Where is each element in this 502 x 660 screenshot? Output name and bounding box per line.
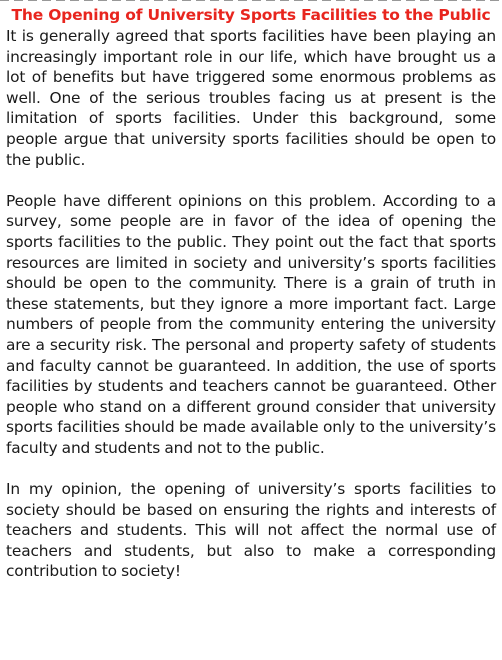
paragraph-conclusion: In my opinion, the opening of university’s sports facilities to society should be based on ensuring the rights and interests of teachers and students. This will not affect the normal use of teachers and students, but also to make a corresponding contribution to society! bbox=[6, 480, 496, 581]
cropped-previous-line bbox=[0, 0, 502, 4]
paragraph-body: People have different opinions on this problem. According to a survey, some people are in favor of the idea of opening the sports facilities to the public. They point out the fact that sports resources are limited in society and university’s sports facilities should be open to the community. There is a grain of truth in these statements, but they ignore a more important fact. Large numbers of people from the community entering the university are a security risk. The personal and property safety of students and faculty cannot be guaranteed. In addition, the use of sports facilities by students and teachers cannot be guaranteed. Other people who stand on a different ground consider that university sports facilities should be made available only to the university’s faculty and students and not to the public. bbox=[6, 191, 496, 457]
essay-title: The Opening of University Sports Facilities to the Public bbox=[11, 6, 491, 24]
paragraph-introduction: It is generally agreed that sports facilities have been playing an increasingly important role in our life, which have brought us a lot of benefits but have triggered some enormous problems as well. One of the serious troubles facing us at present is the limitation of sports facilities. Under this background, some people argue that university sports facilities should be open to the public. bbox=[6, 27, 496, 169]
